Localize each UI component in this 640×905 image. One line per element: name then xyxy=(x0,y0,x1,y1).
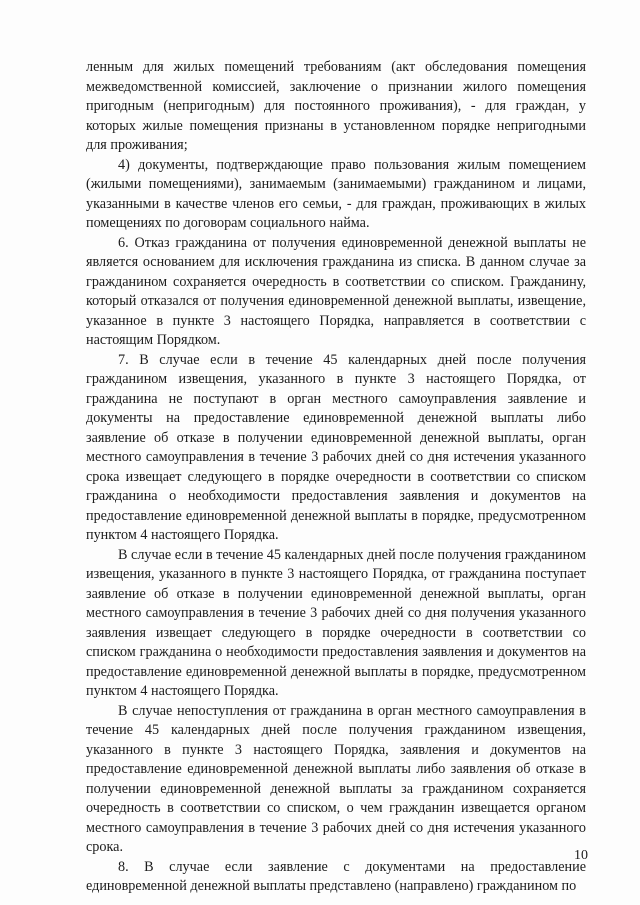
paragraph-section-7-refusal: В случае если в течение 45 календарных дней после получения гражданином извещения, указанного в пункте 3 настоящего Порядка, от гражданина поступает заявление об отказе в получении единовременной денежной выплаты, орган местного самоуправления в течение 3 рабочих дней со дня получения указанного заявления извещает следующего в порядке очередности в соответствии со списком гражданина о необходимости предоставления заявления и документов на предоставление единовременной денежной выплаты в порядке, предусмотренном пунктом 4 настоящего Порядка. xyxy=(86,546,590,699)
paragraph-section-8: 8. В случае если заявление с документами на предоставление единовременной денежной выплаты представлено (направлено) гражданином по xyxy=(86,858,590,894)
page-number: 10 xyxy=(574,848,588,863)
body-text xyxy=(86,58,590,897)
paragraph-section-7-nonreceipt: В случае непоступления от гражданина в орган местного самоуправления в течение 45 календарных дней после получения гражданином извещения, указанного в пункте 3 настоящего Порядка, заявления и документов на предоставление единовременной денежной выплаты либо заявления об отказе в получении единовременной денежной выплаты за гражданином сохраняется очередность в соответствии со списком, о чем гражданин извещается органом местного самоуправления в течение 3 рабочих дней со дня истечения указанного срока. xyxy=(86,702,590,855)
paragraph-continuation: ленным для жилых помещений требованиям (акт обследования помещения межведомственной комиссией, заключение о признании жилого помещения пригодным (непригодным) для постоянного проживания), - для граждан, у которых жилые помещения признаны в установленном порядке непригодными для проживания; xyxy=(86,59,590,153)
paragraph-section-6: 6. Отказ гражданина от получения единовременной денежной выплаты не является основанием для исключения гражданина из списка. В данном случае за гражданином сохраняется очередность в соответствии со списком. Гражданину, который отказался от получения единовременной денежной выплаты, извещение, указанное в пункте 3 настоящего Порядка, направляется в соответствии с настоящим Порядком. xyxy=(86,234,590,348)
paragraph-section-7: 7. В случае если в течение 45 календарных дней после получения гражданином извещения, указанного в пункте 3 настоящего Порядка, от гражданина не поступают в орган местного самоуправления заявление и документы на предоставление единовременной денежной выплаты либо заявление об отказе в получении единовременной денежной выплаты, орган местного самоуправления в течение 3 рабочих дней со дня истечения указанного срока извещает следующего в порядке очередности в соответствии со списком гражданина о необходимости предоставления заявления и документов на предоставление единовременной денежной выплаты в порядке, предусмотренном пунктом 4 настоящего Порядка. xyxy=(86,351,590,543)
paragraph-item-4: 4) документы, подтверждающие право пользования жилым помещением (жилыми помещениями), занимаемым (занимаемыми) гражданином и лицами, указанными в качестве членов его семьи, - для граждан, проживающих в жилых помещениях по договорам социального найма. xyxy=(86,156,590,231)
